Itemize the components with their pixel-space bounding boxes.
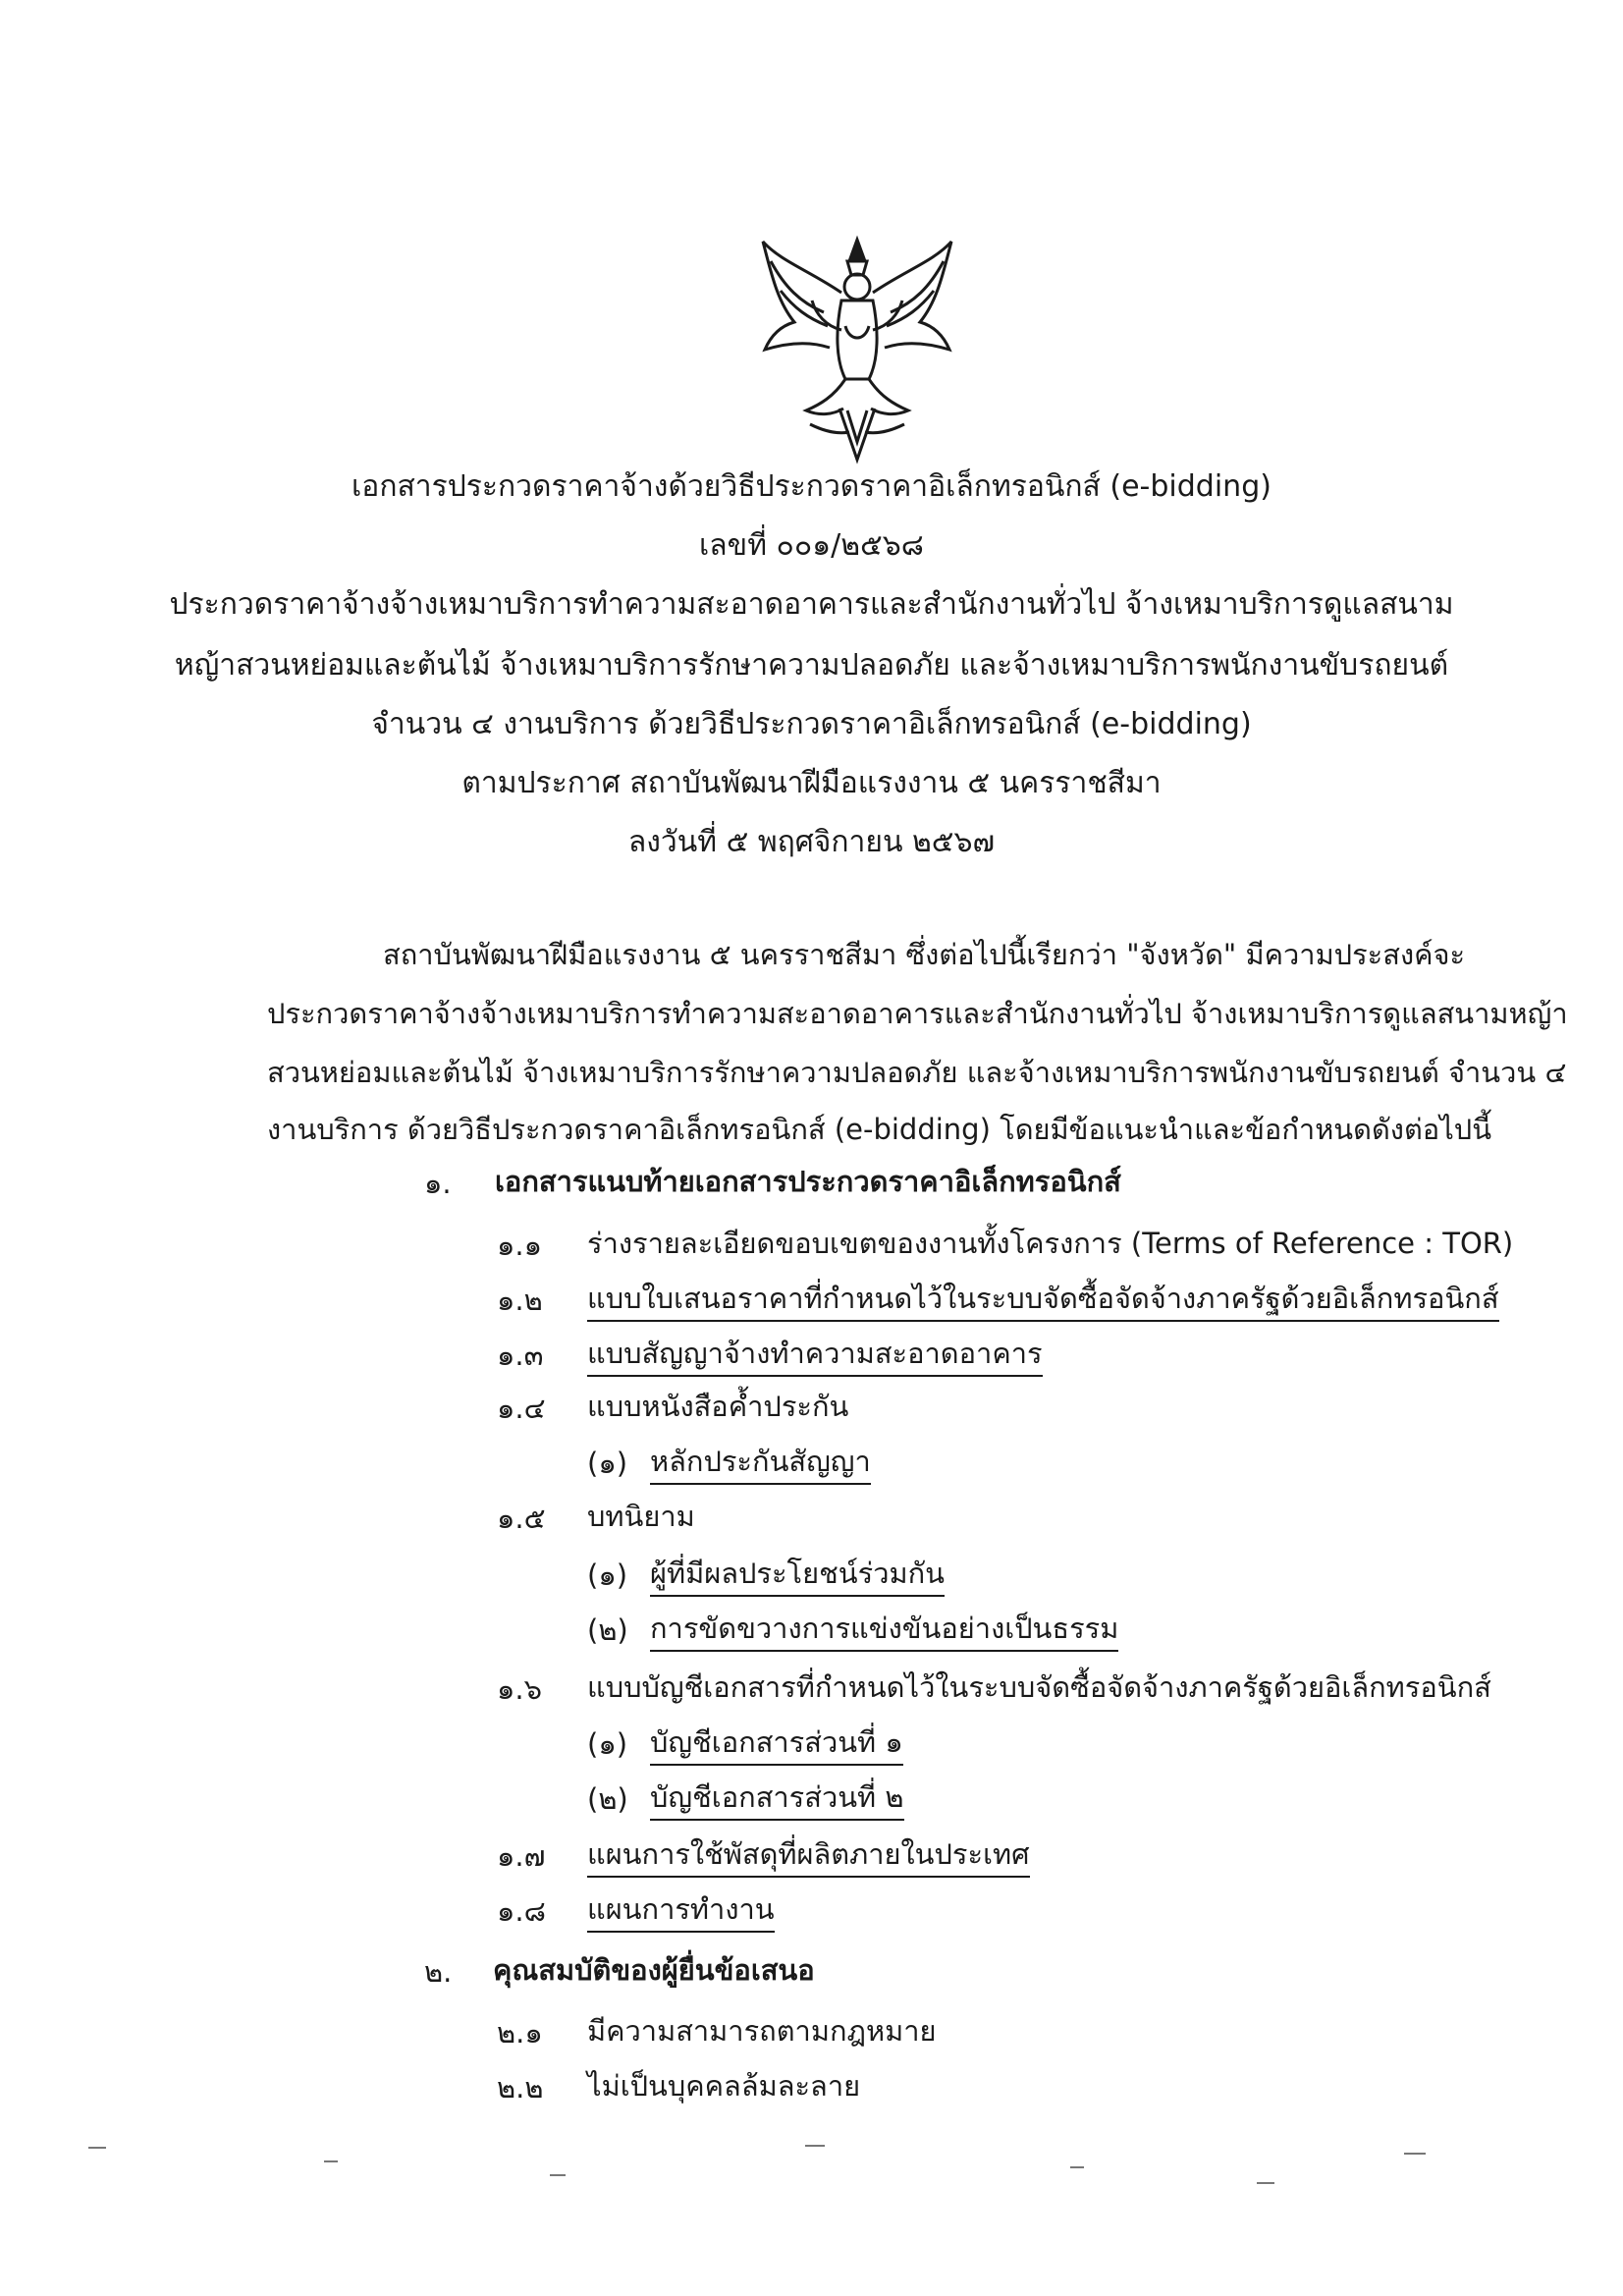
item-1-2-number: ๑.๒ xyxy=(497,1284,543,1317)
section-1-number: ๑. xyxy=(424,1167,452,1200)
item-1-6-1-number: (๑) xyxy=(587,1727,628,1761)
scan-speck xyxy=(550,2174,566,2176)
item-1-8-number: ๑.๘ xyxy=(497,1894,546,1928)
item-1-8-text: แผนการทำงาน xyxy=(587,1889,775,1933)
scan-speck xyxy=(1070,2166,1084,2168)
document-number: เลขที่ ๐๐๑/๒๕๖๘ xyxy=(699,528,924,563)
item-1-2-text: แบบใบเสนอราคาที่กำหนดไว้ในระบบจัดซื้อจัดจ้างภาครัฐด้วยอิเล็กทรอนิกส์ xyxy=(587,1279,1499,1322)
item-1-6-number: ๑.๖ xyxy=(497,1672,543,1706)
section-2-title: คุณสมบัติของผู้ยื่นข้อเสนอ xyxy=(493,1953,815,1987)
document-title: เอกสารประกวดราคาจ้างด้วยวิธีประกวดราคาอิเล็กทรอนิกส์ (e-bidding) xyxy=(352,469,1271,504)
item-1-5-number: ๑.๕ xyxy=(497,1502,546,1535)
item-1-5-2-number: (๒) xyxy=(587,1613,628,1647)
item-1-4-1-text: หลักประกันสัญญา xyxy=(650,1442,871,1485)
announcement-line: ตามประกาศ สถาบันพัฒนาฝีมือแรงงาน ๕ นครราชสีมา xyxy=(461,766,1162,800)
item-1-4-number: ๑.๔ xyxy=(497,1392,546,1425)
item-1-6-1-text: บัญชีเอกสารส่วนที่ ๑ xyxy=(650,1722,903,1766)
item-1-7-text: แผนการใช้พัสดุที่ผลิตภายในประเทศ xyxy=(587,1834,1030,1878)
item-1-5-1-text: ผู้ที่มีผลประโยชน์ร่วมกัน xyxy=(650,1554,945,1597)
scan-speck xyxy=(88,2147,106,2149)
intro-line-2: ประกวดราคาจ้างจ้างเหมาบริการทำความสะอาดอาคารและสำนักงานทั่วไป จ้างเหมาบริการดูแลสนามหญ้า xyxy=(267,997,1568,1030)
item-1-4-1-number: (๑) xyxy=(587,1447,628,1480)
intro-line-3: สวนหย่อมและต้นไม้ จ้างเหมาบริการรักษาความปลอดภัย และจ้างเหมาบริการพนักงานขับรถยนต์ จำนวน ๔ xyxy=(267,1056,1567,1089)
item-1-7-number: ๑.๗ xyxy=(497,1839,546,1873)
item-1-1-number: ๑.๑ xyxy=(497,1229,543,1262)
item-1-5-1-number: (๑) xyxy=(587,1558,628,1592)
intro-line-4: งานบริการ ด้วยวิธีประกวดราคาอิเล็กทรอนิกส์ (e-bidding) โดยมีข้อแนะนำและข้อกำหนดดังต่อไปนี้ xyxy=(267,1113,1492,1146)
intro-line-1: สถาบันพัฒนาฝีมือแรงงาน ๕ นครราชสีมา ซึ่งต่อไปนี้เรียกว่า "จังหวัด" มีความประสงค์จะ xyxy=(383,938,1466,971)
announcement-date: ลงวันที่ ๕ พฤศจิกายน ๒๕๖๗ xyxy=(627,825,996,859)
item-1-4-text: แบบหนังสือค้ำประกัน xyxy=(587,1390,849,1423)
item-1-3-number: ๑.๓ xyxy=(497,1339,544,1372)
subject-line-3: จำนวน ๔ งานบริการ ด้วยวิธีประกวดราคาอิเล็กทรอนิกส์ (e-bidding) xyxy=(371,707,1252,741)
item-2-1-text: มีความสามารถตามกฎหมาย xyxy=(587,2014,937,2048)
subject-line-1: ประกวดราคาจ้างจ้างเหมาบริการทำความสะอาดอาคารและสำนักงานทั่วไป จ้างเหมาบริการดูแลสนาม xyxy=(169,587,1454,622)
section-2-number: ๒. xyxy=(424,1955,453,1989)
item-1-5-text: บทนิยาม xyxy=(587,1500,695,1533)
subject-line-2: หญ้าสวนหย่อมและต้นไม้ จ้างเหมาบริการรักษาความปลอดภัย และจ้างเหมาบริการพนักงานขับรถยนต์ xyxy=(174,648,1449,683)
garuda-emblem-icon xyxy=(751,232,963,467)
section-1-title: เอกสารแนบท้ายเอกสารประกวดราคาอิเล็กทรอนิกส์ xyxy=(495,1165,1121,1198)
item-2-2-number: ๒.๒ xyxy=(497,2071,544,2105)
item-1-6-2-number: (๒) xyxy=(587,1782,628,1816)
scan-speck xyxy=(805,2145,825,2147)
item-1-3-text: แบบสัญญาจ้างทำความสะอาดอาคาร xyxy=(587,1334,1043,1377)
item-1-6-2-text: บัญชีเอกสารส่วนที่ ๒ xyxy=(650,1777,904,1821)
item-1-1-text: ร่างรายละเอียดขอบเขตของงานทั้งโครงการ (Terms of Reference : TOR) xyxy=(587,1227,1514,1260)
item-1-5-2-text: การขัดขวางการแข่งขันอย่างเป็นธรรม xyxy=(650,1609,1118,1652)
scan-speck xyxy=(1404,2153,1426,2155)
item-1-6-text: แบบบัญชีเอกสารที่กำหนดไว้ในระบบจัดซื้อจัดจ้างภาครัฐด้วยอิเล็กทรอนิกส์ xyxy=(587,1670,1491,1704)
scan-speck xyxy=(324,2160,338,2162)
item-2-2-text: ไม่เป็นบุคคลล้มละลาย xyxy=(587,2069,861,2103)
item-2-1-number: ๒.๑ xyxy=(497,2016,543,2050)
scan-speck xyxy=(1257,2182,1274,2184)
